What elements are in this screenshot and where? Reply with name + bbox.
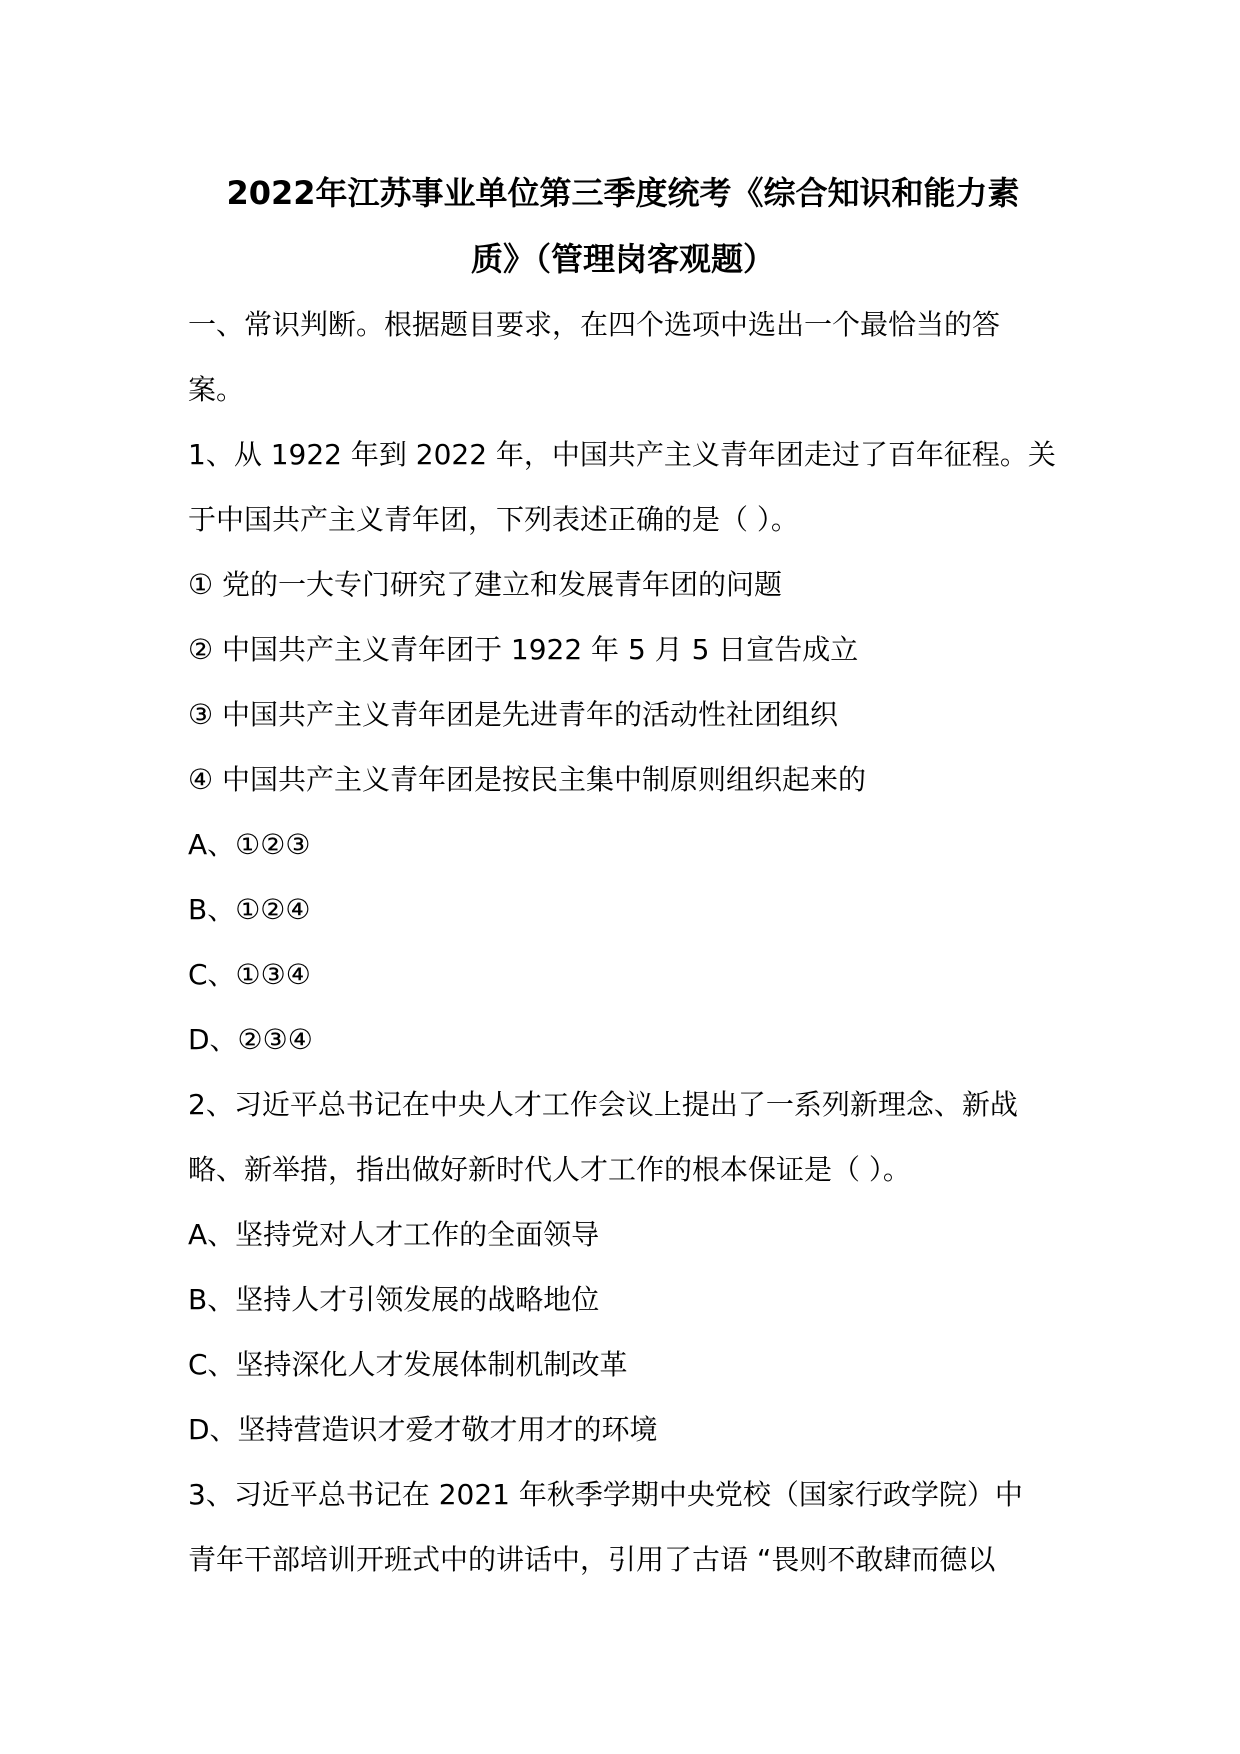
question-1-statement-3: ③ 中国共产主义青年团是先进青年的活动性社团组织	[188, 698, 839, 731]
question-2-option-a: A、坚持党对人才工作的全面领导	[188, 1218, 600, 1251]
question-1-option-d: D、②③④	[188, 1023, 313, 1056]
document-title-line-1: 2022年江苏事业单位第三季度统考《综合知识和能力素	[226, 174, 1020, 212]
question-3-stem-line-1: 3、习近平总书记在 2021 年秋季学期中央党校（国家行政学院）中	[188, 1478, 1023, 1511]
question-2-option-b: B、坚持人才引领发展的战略地位	[188, 1283, 600, 1316]
section-heading-line-1: 一、常识判断。根据题目要求，在四个选项中选出一个最恰当的答	[188, 308, 1001, 341]
question-2-stem-line-1: 2、习近平总书记在中央人才工作会议上提出了一系列新理念、新战	[188, 1088, 1018, 1121]
question-1-statement-1: ① 党的一大专门研究了建立和发展青年团的问题	[188, 568, 783, 601]
question-2-option-c: C、坚持深化人才发展体制机制改革	[188, 1348, 628, 1381]
question-1-statement-4: ④ 中国共产主义青年团是按民主集中制原则组织起来的	[188, 763, 867, 796]
section-heading-line-2: 案。	[188, 373, 245, 406]
question-2-stem-line-2: 略、新举措，指出做好新时代人才工作的根本保证是（ ）。	[188, 1153, 911, 1186]
question-1-option-a: A、①②③	[188, 828, 311, 861]
document-title	[188, 160, 1058, 292]
question-1-option-b: B、①②④	[188, 893, 311, 926]
question-1-stem-line-1: 1、从 1922 年到 2022 年，中国共产主义青年团走过了百年征程。关	[188, 438, 1056, 471]
question-2-option-d: D、坚持营造识才爱才敬才用才的环境	[188, 1413, 658, 1446]
question-3-stem-line-2: 青年干部培训开班式中的讲话中，引用了古语 “畏则不敢肆而德以	[188, 1543, 996, 1576]
question-1-option-c: C、①③④	[188, 958, 311, 991]
document-page	[188, 160, 1058, 1592]
question-1-statement-2: ② 中国共产主义青年团于 1922 年 5 月 5 日宣告成立	[188, 633, 859, 666]
question-1-stem-line-2: 于中国共产主义青年团，下列表述正确的是（ ）。	[188, 503, 799, 536]
document-title-line-2: 质》（管理岗客观题）	[470, 240, 775, 278]
